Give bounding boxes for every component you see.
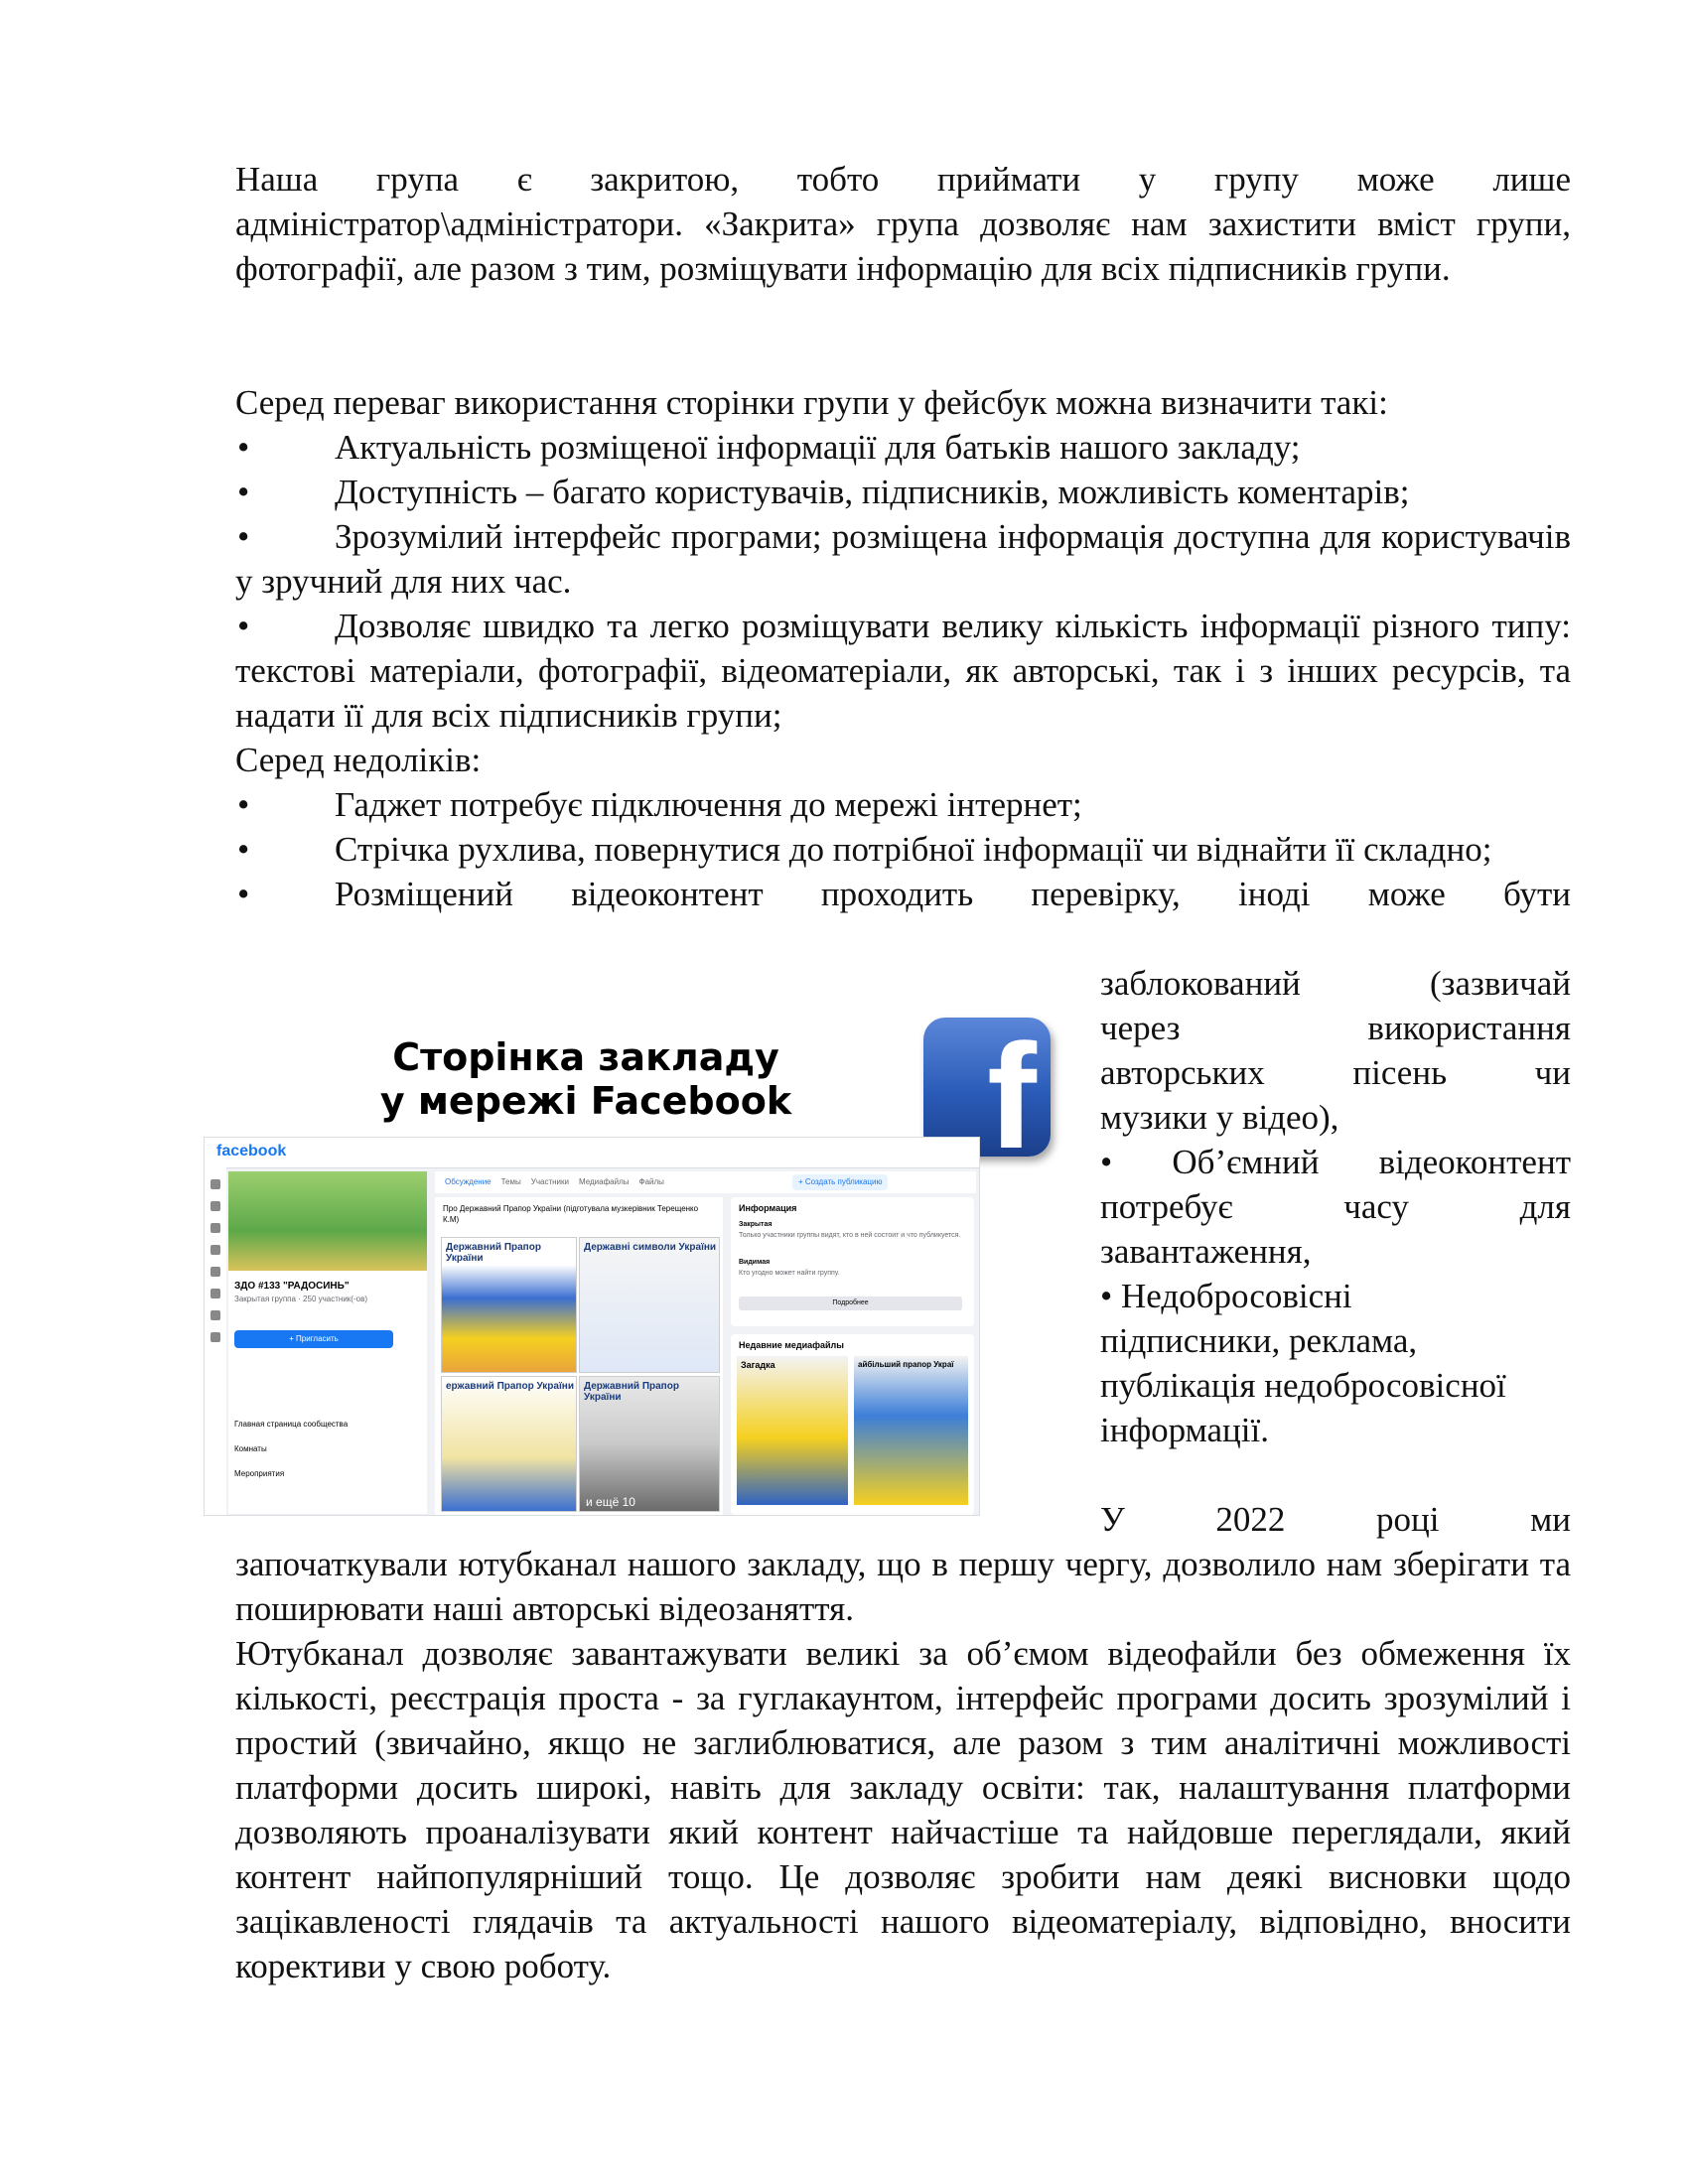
wrapped-text-column — [1100, 961, 1571, 1452]
disadvantages-list — [235, 782, 1571, 916]
list-item — [235, 604, 1571, 738]
recent-media-card — [731, 1334, 974, 1515]
more-photos-label: и ещё 10 — [586, 1495, 635, 1509]
paragraph-closed-group — [235, 157, 1571, 291]
list-item — [235, 470, 1571, 514]
fb-brand: facebook — [216, 1143, 287, 1160]
group-feed — [435, 1197, 723, 1515]
paragraph-text: започаткували ютубканал нашого закладу, що в першу чергу, дозволило нам зберігати та поширювати наші авторські відеозаняття. — [235, 1545, 1571, 1628]
text-line: через використання — [1100, 1009, 1571, 1047]
info-visible-desc: Кто угодно может найти группу. — [739, 1270, 840, 1277]
group-panel — [228, 1171, 427, 1514]
group-menu-item: Комнаты — [234, 1444, 267, 1453]
fb-topbar — [205, 1138, 979, 1168]
info-title: Информация — [739, 1203, 797, 1213]
list-item — [235, 872, 1571, 916]
text-line: • Об’ємний відеоконтент — [1100, 1143, 1571, 1181]
facebook-screenshot — [204, 1137, 980, 1516]
more-info-button: Подробнее — [739, 1297, 962, 1310]
info-closed-desc: Только участники группы видят, кто в ней состоит и что публикуется. — [739, 1232, 961, 1239]
media-caption: Загадка — [741, 1360, 775, 1370]
post-image-caption: Державний Прапор України — [446, 1242, 541, 1264]
disadvantages-intro — [235, 738, 1571, 782]
list-item-text: Гаджет потребує підключення до мережі інтернет; — [335, 785, 1082, 824]
media-thumb — [854, 1356, 968, 1505]
text-line: інформації. — [1100, 1411, 1269, 1449]
invite-button: + Пригласить — [234, 1330, 393, 1348]
post-image — [441, 1376, 577, 1512]
list-item-text: Актуальність розміщеної інформації для батьків нашого закладу; — [335, 428, 1301, 467]
group-menu-item: Мероприятия — [234, 1469, 285, 1478]
list-item-text: Дозволяє швидко та легко розміщувати велику кількість інформації різного типу: текстові матеріали, фотографії, відеоматеріали, як авторські, так і з інших ресурсів, та надати її для всіх підписників групи; — [235, 607, 1571, 735]
tab-topics: Темы — [500, 1177, 521, 1186]
post-image-caption: Державні символи України — [584, 1242, 717, 1253]
list-item — [235, 514, 1571, 604]
bullet-icon: • — [237, 785, 250, 824]
text-line: заблокований (зазвичай — [1100, 964, 1571, 1003]
post-image — [441, 1237, 577, 1373]
advantages-intro — [235, 380, 1571, 425]
text-line: публікація недобросовісної — [1100, 1366, 1506, 1405]
info-closed: Закрытая — [739, 1221, 773, 1228]
post-image-caption: ержавний Прапор України — [446, 1381, 574, 1392]
group-tabs — [435, 1171, 976, 1193]
tab-media: Медиафайлы — [578, 1177, 630, 1186]
figure-title-line: у мережі Facebook — [379, 1079, 792, 1123]
group-menu-item: Главная страница сообщества — [234, 1420, 349, 1429]
advantages-heading: Серед переваг використання сторінки групи у фейсбук можна визначити такі: — [235, 383, 1388, 422]
text-line: потребує часу для — [1100, 1187, 1571, 1226]
group-info-column — [731, 1197, 974, 1515]
post-image-caption: Державний Прапор України — [584, 1381, 679, 1403]
list-item — [235, 827, 1571, 872]
bullet-icon: • — [237, 607, 250, 645]
figure-title-line: Сторінка закладу — [392, 1035, 779, 1079]
tab-files: Файлы — [638, 1177, 664, 1186]
bullet-icon: • — [237, 428, 250, 467]
list-item — [235, 782, 1571, 827]
paragraph-text: Наша група є закритою, тобто приймати у групу може лише адміністратор\адміністратори. «Закрита» група дозволяє нам захистити вміст групи, фотографії, але разом з тим, розміщувати інформацію для всіх підписників групи. — [235, 160, 1571, 288]
fb-side-icons — [205, 1167, 226, 1515]
group-cover-image — [228, 1171, 427, 1271]
bullet-icon: • — [237, 473, 250, 511]
recent-media-title: Недавние медиафайлы — [739, 1340, 844, 1350]
text-line: У 2022 році ми — [1100, 1500, 1571, 1539]
post-image — [579, 1237, 720, 1373]
list-item-text: Стрічка рухлива, повернутися до потрібної інформації чи віднайти її складно; — [335, 830, 1492, 869]
text-line: музики у відео), — [1100, 1098, 1339, 1137]
paragraph-text: Ютубканал дозволяє завантажувати великі за об’ємом відеофайли без обмеження їх кількості, реєстрація проста - за гуглакаунтом, інтерфейс програми досить зрозумілий і простий (звичайно, якщо не заглиблюватися, але разом з тим аналітичні можливості платформи досить широкі, навіть для закладу освіти: так, налаштування платформи дозволяють проаналізувати який контент найчастіше та найдовше переглядали, який контент найпопулярніший тощо. Це дозволяє зробити нам деякі висновки щодо зацікавленості глядачів та актуальності нашого відеоматеріалу, відповідно, вносити корективи у свою роботу. — [235, 1634, 1571, 1985]
bullet-icon: • — [237, 517, 250, 556]
disadvantages-heading: Серед недоліків: — [235, 741, 482, 779]
list-item-text: Зрозумілий інтерфейс програми; розміщена інформація доступна для користувачів у зручний для них час. — [235, 517, 1571, 601]
paragraph-youtube-start — [235, 1542, 1571, 1988]
post-image — [579, 1376, 720, 1512]
facebook-logo-icon — [923, 1013, 1051, 1179]
facebook-figure — [204, 1013, 1077, 1514]
tab-members: Участники — [530, 1177, 569, 1186]
tab-discussion: Обсуждение — [445, 1177, 492, 1186]
group-name: ЗДО #133 "РАДОСИНЬ" — [234, 1281, 350, 1292]
year-line — [1100, 1497, 1571, 1542]
group-subtitle: Закрытая группа · 250 участник(-ов) — [234, 1295, 367, 1303]
post-text: Про Державний Прапор України (підготувала музкерівник Терещенко К.М) — [443, 1204, 699, 1224]
info-card — [731, 1197, 974, 1326]
text-line: • Недобросовісні — [1100, 1277, 1352, 1315]
logo-letter: f — [987, 1013, 1037, 1179]
figure-title — [313, 1035, 859, 1123]
text-line: авторських пісень чи — [1100, 1053, 1571, 1092]
bullet-icon: • — [237, 875, 250, 913]
media-thumb — [737, 1356, 848, 1505]
list-item-text: Розміщений відеоконтент проходить перевірку, іноді може бути — [335, 875, 1571, 913]
bullet-icon: • — [237, 830, 250, 869]
text-line: підписники, реклама, — [1100, 1321, 1418, 1360]
info-visible: Видимая — [739, 1259, 771, 1266]
media-caption: айбільший прапор Украї — [858, 1360, 954, 1369]
advantages-list — [235, 425, 1571, 738]
text-line: завантаження, — [1100, 1232, 1312, 1271]
list-item — [235, 425, 1571, 470]
create-post-button: + Создать публикацию — [792, 1174, 888, 1190]
list-item-text: Доступність – багато користувачів, підписників, можливість коментарів; — [335, 473, 1410, 511]
